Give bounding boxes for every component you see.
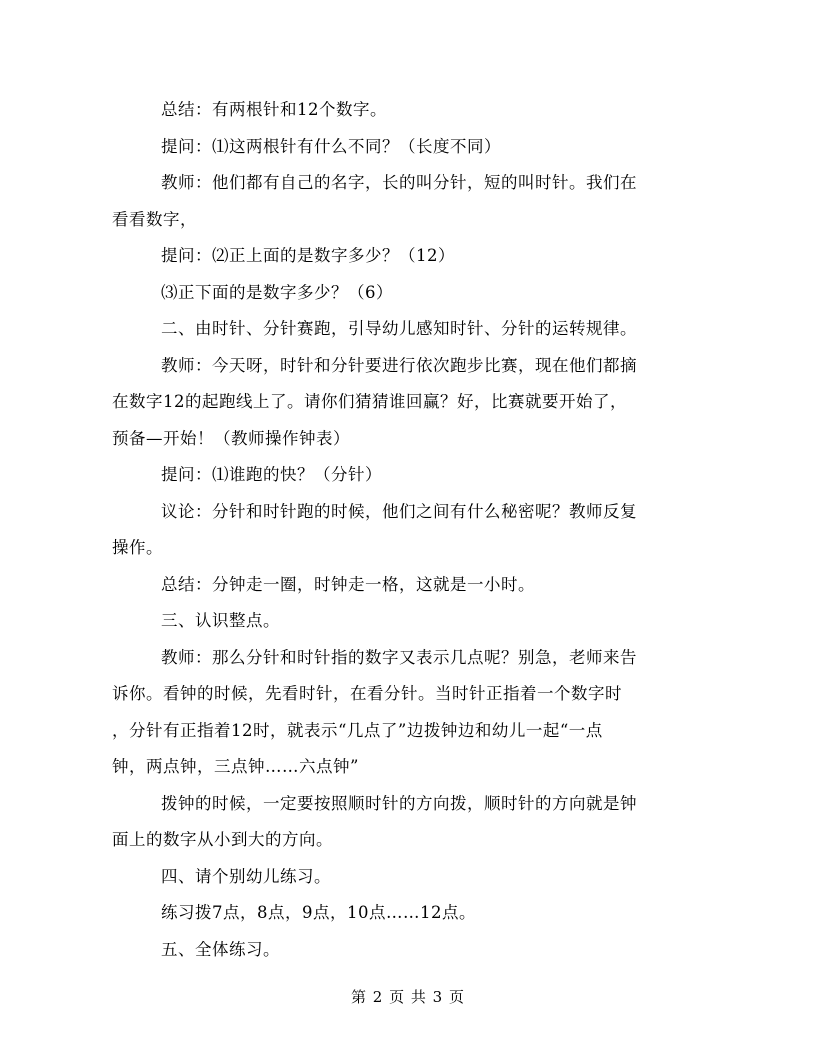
paragraph xyxy=(112,348,700,458)
paragraph xyxy=(112,238,700,275)
text-line: ，分针有正指着12时，就表示“几点了”边拨钟边和幼儿一起“一点 xyxy=(112,720,603,740)
paragraph xyxy=(112,457,700,494)
text-line: 总结：分钟走一圈，时钟走一格，这就是一小时。 xyxy=(161,574,535,594)
text-line: 提问：⑴谁跑的快？（分针） xyxy=(161,465,382,484)
text-line: 拨钟的时候，一定要按照顺时针的方向拨，顺时针的方向就是钟 xyxy=(161,793,637,813)
paragraph xyxy=(112,859,700,896)
text-line: 教师：那么分针和时针指的数字又表示几点呢？别急，老师来告 xyxy=(161,647,637,667)
paragraph xyxy=(112,786,700,859)
text-line: 提问：⑴这两根针有什么不同？（长度不同） xyxy=(161,136,501,156)
text-line: 教师：他们都有自己的名字，长的叫分针，短的叫时针。我们在 xyxy=(161,173,637,192)
text-line: 二、由时针、分针赛跑，引导幼儿感知时针、分针的运转规律。 xyxy=(161,319,637,338)
text-line: 练习拨7点，8点，9点，10点……12点。 xyxy=(161,903,476,922)
paragraph xyxy=(112,275,700,312)
text-line: 操作。 xyxy=(112,538,163,557)
text-line: 五、全体练习。 xyxy=(161,939,280,959)
text-line: 教师：今天呀，时针和分针要进行依次跑步比赛，现在他们都摘 xyxy=(161,355,637,375)
text-line: ⑶正下面的是数字多少？（6） xyxy=(161,282,393,302)
paragraph xyxy=(112,165,700,238)
paragraph xyxy=(112,129,700,166)
text-line: 诉你。看钟的时候，先看时针，在看分针。当时针正指着一个数字时 xyxy=(112,684,622,703)
paragraph xyxy=(112,640,700,786)
document-body xyxy=(112,92,700,968)
text-line: 提问：⑵正上面的是数字多少？（12） xyxy=(161,246,455,265)
page-number-footer: 第 2 页 共 3 页 xyxy=(351,988,465,1006)
paragraph xyxy=(112,895,700,932)
text-line: 面上的数字从小到大的方向。 xyxy=(112,830,333,849)
paragraph xyxy=(112,932,700,969)
paragraph xyxy=(112,494,700,567)
paragraph xyxy=(112,603,700,640)
text-line: 四、请个别幼儿练习。 xyxy=(161,866,331,886)
text-line: 在数字12的起跑线上了。请你们猜猜谁回赢？好，比赛就要开始了， xyxy=(112,392,627,411)
text-line: 议论：分针和时针跑的时候，他们之间有什么秘密呢？教师反复 xyxy=(161,501,637,521)
paragraph xyxy=(112,311,700,348)
text-line: 预备—开始！（教师操作钟表） xyxy=(112,428,350,448)
paragraph xyxy=(112,567,700,604)
text-line: 总结：有两根针和12个数字。 xyxy=(161,100,387,119)
paragraph xyxy=(112,92,700,129)
text-line: 三、认识整点。 xyxy=(161,611,280,630)
text-line: 看看数字， xyxy=(112,209,197,229)
text-line: 钟，两点钟，三点钟……六点钟” xyxy=(112,757,359,776)
